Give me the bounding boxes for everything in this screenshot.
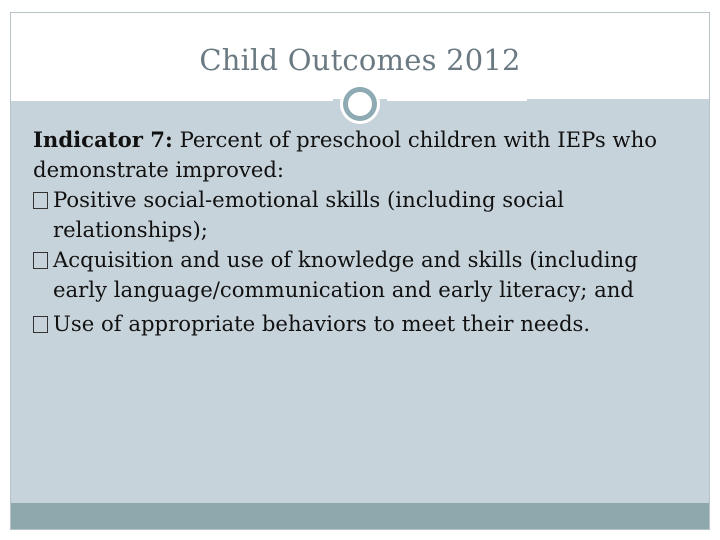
slide [10,12,710,530]
square-bullet-icon [33,192,48,209]
bullet-item [33,245,693,305]
title-divider-left [11,99,333,101]
indicator-label: Indicator 7: [33,127,173,152]
slide-title: Child Outcomes 2012 [199,43,521,77]
indicator-text: Percent of preschool children with IEPs who demonstrate improved: [33,127,657,182]
bottom-bar [11,503,709,529]
title-divider-right [387,99,527,101]
bullet-item [33,309,693,339]
indicator-paragraph [33,125,693,185]
bullet-item [33,185,693,245]
slide-body [33,125,693,339]
bullet-text: Positive social-emotional skills (including social relationships); [53,187,564,242]
bullet-text: Acquisition and use of knowledge and skills (including early language/communication and early literacy; and [53,247,638,302]
bullet-text: Use of appropriate behaviors to meet their needs. [53,311,591,336]
square-bullet-icon [33,316,48,333]
circle-ring-icon [343,87,377,121]
circle-ornament [340,84,380,124]
square-bullet-icon [33,252,48,269]
